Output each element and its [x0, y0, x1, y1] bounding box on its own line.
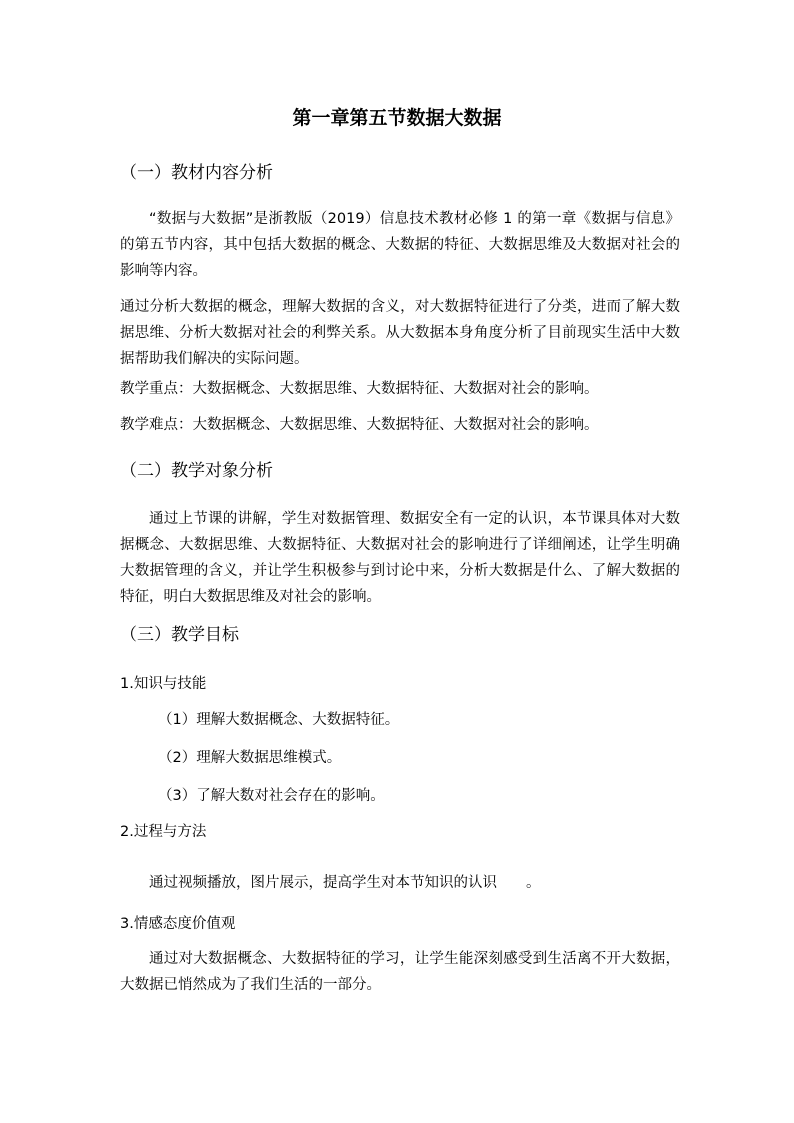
- paragraph-key-points: 教学重点：大数据概念、大数据思维、大数据特征、大数据对社会的影响。: [120, 381, 599, 397]
- section-heading-teaching-goals: （三）教学目标: [120, 625, 239, 645]
- paragraph-process-method: 通过视频播放，图片展示，提高学生对本节知识的认识 。: [149, 875, 541, 891]
- subheading-process-method: 2.过程与方法: [120, 824, 207, 840]
- section-heading-student-analysis: （二）教学对象分析: [120, 461, 273, 481]
- list-item: （2）理解大数据思维模式。: [158, 750, 342, 766]
- section-heading-textbook-analysis: （一）教材内容分析: [120, 163, 273, 183]
- paragraph-student-analysis: 通过上节课的讲解，学生对数据管理、数据安全有一定的认识，本节课具体对大数据概念、大数据思维、大数据特征、大数据对社会的影响进行了详细阐述，让学生明确大数据管理的含义，并让学生积极参与到讨论中来，分析大数据是什么、了解大数据的特征，明白大数据思维及对社会的影响。: [120, 511, 680, 605]
- paragraph-difficult-points: 教学难点：大数据概念、大数据思维、大数据特征、大数据对社会的影响。: [120, 417, 599, 433]
- paragraph-textbook-intro: “数据与大数据”是浙教版（2019）信息技术教材必修 1 的第一章《数据与信息》的第五节内容，其中包括大数据的概念、大数据的特征、大数据思维及大数据对社会的影响等内容。: [120, 211, 680, 279]
- paragraph-textbook-analysis: 通过分析大数据的概念，理解大数据的含义，对大数据特征进行了分类，进而了解大数据思维、分析大数据对社会的利弊关系。从大数据本身角度分析了目前现实生活中大数据帮助我们解决的实际问题。: [120, 299, 680, 367]
- list-item: （3）了解大数对社会存在的影响。: [158, 788, 385, 804]
- subheading-emotion-values: 3.情感态度价值观: [120, 916, 236, 932]
- list-item: （1）理解大数据概念、大数据特征。: [158, 712, 400, 728]
- paragraph-emotion-values: 通过对大数据概念、大数据特征的学习，让学生能深刻感受到生活离不开大数据，大数据已悄然成为了我们生活的一部分。: [120, 951, 680, 993]
- subheading-knowledge-skills: 1.知识与技能: [120, 676, 207, 692]
- document-title: 第一章第五节数据大数据: [292, 107, 502, 129]
